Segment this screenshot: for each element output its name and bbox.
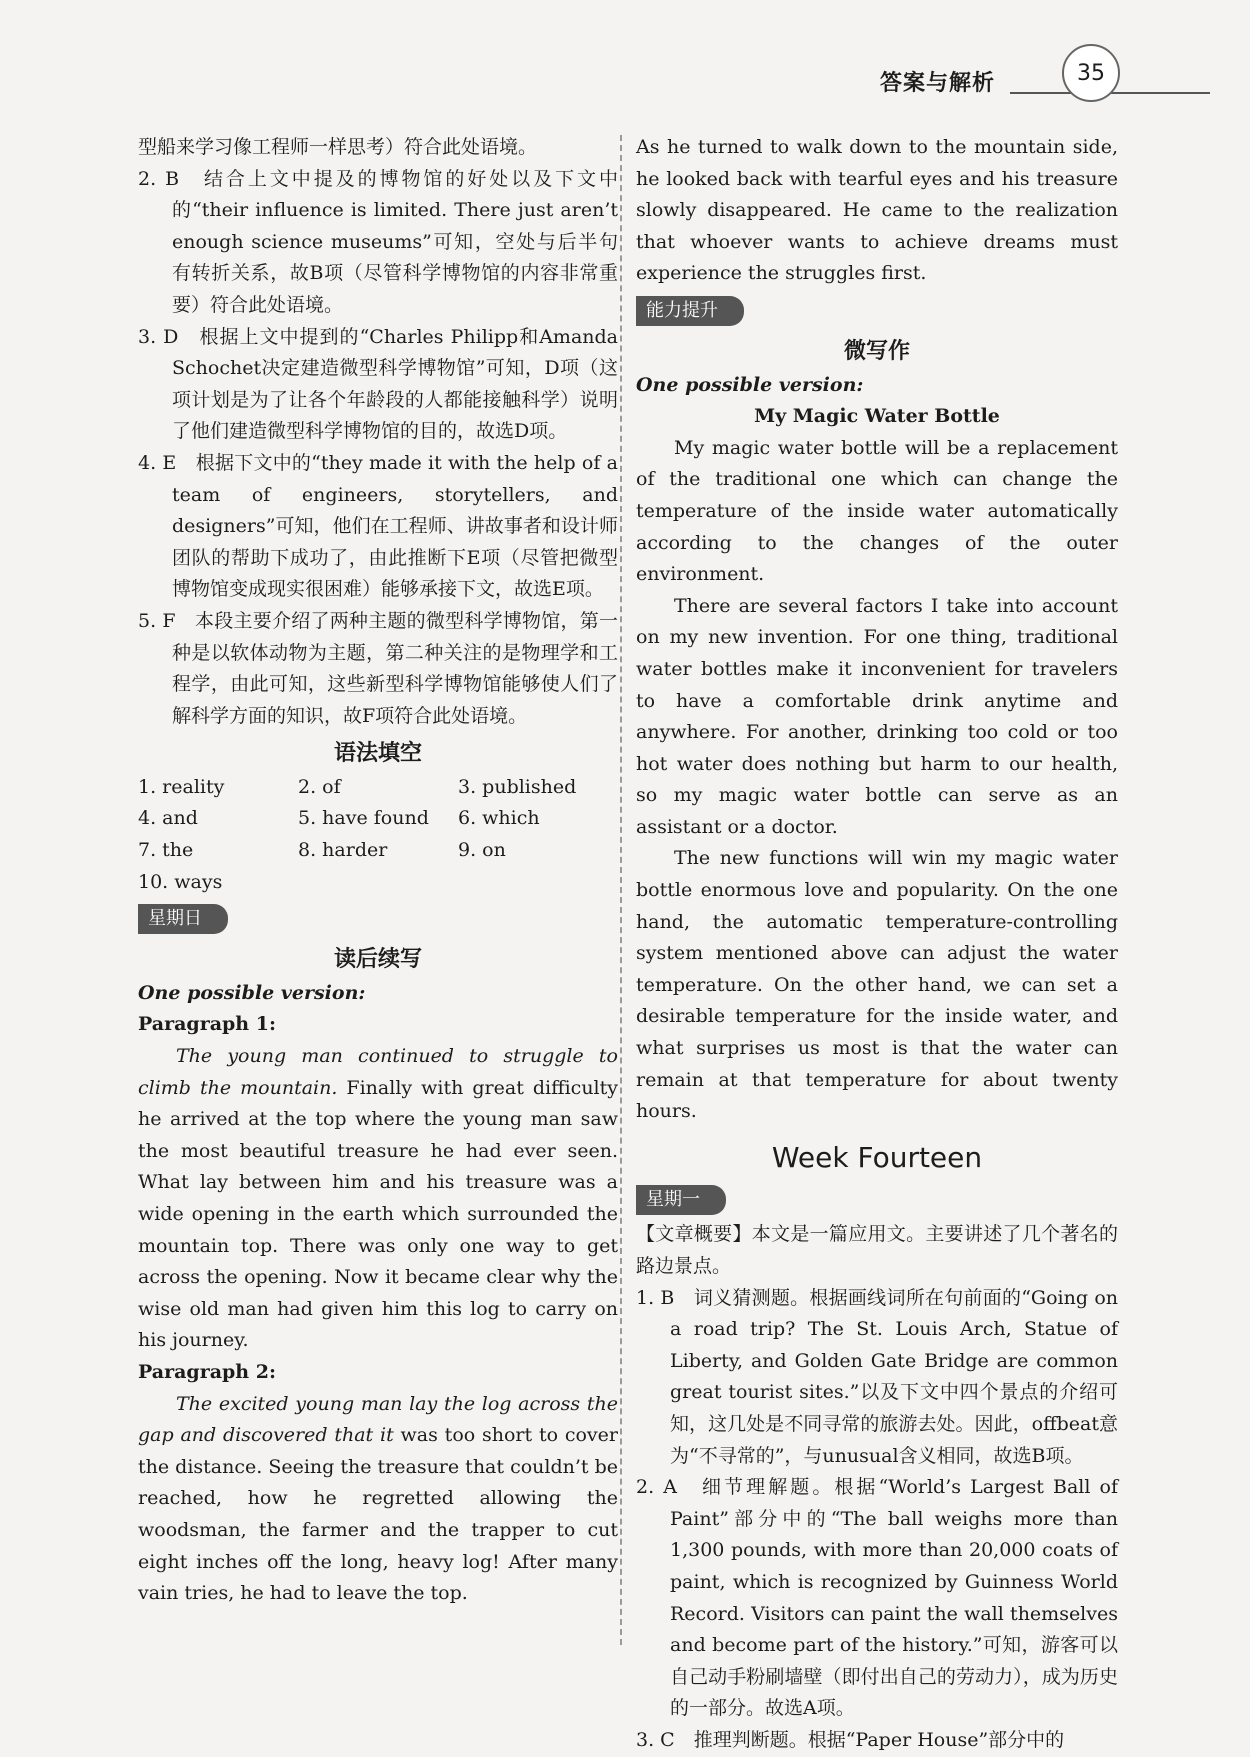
page-number: 35 bbox=[1062, 44, 1120, 102]
right-column bbox=[636, 132, 1118, 1757]
story-continuation: As he turned to walk down to the mountain side, he looked back with tearful eyes and his treasure slowly disappeared. He came to the realization that whoever wants to achieve dreams must experience the struggles first. bbox=[636, 136, 1118, 285]
monday-tag: 星期一 bbox=[636, 1185, 726, 1215]
header-title: 答案与解析 bbox=[880, 71, 996, 96]
answer-item: 5. F 本段主要介绍了两种主题的微型科学博物馆，第一种是以软体动物为主题，第二种关注的是物理学和工程学，由此可知，这些新型科学博物馆能够使人们了解科学方面的知识，故F项符合此处语境。 bbox=[138, 609, 618, 727]
continuation-title: 读后续写 bbox=[333, 947, 422, 973]
grammar-answer: 4. and bbox=[138, 807, 198, 830]
answer-item: 3. D 根据上文中提到的“Charles Philipp和Amanda Schochet决定建造微型科学博物馆”可知，D项（这项计划是为了让各个年龄段的人都能接触科学）说明了他们建造微型科学博物馆的目的，故选D项。 bbox=[138, 325, 618, 443]
paragraph-2-label: Paragraph 2: bbox=[138, 1360, 276, 1383]
version-label: One possible version: bbox=[138, 981, 366, 1004]
grammar-answer: 6. which bbox=[458, 807, 540, 830]
intro-line: 型船来学习像工程师一样思考）符合此处语境。 bbox=[138, 136, 538, 158]
paragraph-1 bbox=[138, 1041, 618, 1357]
grammar-answers bbox=[138, 772, 618, 898]
paragraph-2-opening: The excited young man lay the log across the gap and discovered that it bbox=[138, 1392, 618, 1447]
grammar-answer: 8. harder bbox=[298, 839, 388, 862]
paragraph-1-text: Finally with great difficulty he arrived at the top where the young man saw the most beautiful treasure he had ever seen. What lay between him and his treasure was a wide opening in the earth which surrounded the mountain top. There was only one way to get across the opening. Now it became clear why the wise old man had given him this log to carry on his journey. bbox=[138, 1076, 618, 1352]
answer-item: 3. C 推理判断题。根据“Paper House”部分中的 bbox=[636, 1728, 1065, 1751]
answer-item: 2. B 结合上文中提及的博物馆的好处以及下文中的“their influence is limited. There just aren’t enough science museums”可知，空处与后半句有转折关系，故B项（尽管科学博物馆的内容非常重要）符合此处语境。 bbox=[138, 167, 618, 316]
grammar-title: 语法填空 bbox=[333, 741, 422, 767]
grammar-answer: 3. published bbox=[458, 775, 577, 798]
answer-item: 1. B 词义猜测题。根据画线词所在句前面的“Going on a road trip? The St. Louis Arch, Statue of Liberty, and Golden Gate Bridge are common great tourist sites.”以及下文中四个景点的介绍可知，这几处是不同寻常的旅游去处。因此，offbeat意为“不寻常的”，与unusual含义相同，故选B项。 bbox=[636, 1286, 1118, 1467]
week-title: Week Fourteen bbox=[771, 1140, 983, 1174]
essay-paragraph: My magic water bottle will be a replacement of the traditional one which can change the temperature of the inside water automatically according to the changes of the outer environment. bbox=[636, 436, 1118, 586]
essay-paragraph: The new functions will win my magic water bottle enormous love and popularity. On the one hand, the automatic temperature-controlling system mentioned above can adjust the water temperature. On the other hand, we can set a desirable temperature for the inside water, and what surprises us most is that the water can remain at that temperature for about twenty hours. bbox=[636, 847, 1118, 1123]
paragraph-1-label: Paragraph 1: bbox=[138, 1013, 276, 1036]
sunday-tag: 星期日 bbox=[138, 904, 228, 934]
ability-tag: 能力提升 bbox=[636, 296, 744, 326]
grammar-answer: 10. ways bbox=[138, 870, 223, 893]
paragraph-1-opening: The young man continued to struggle to climb the mountain. bbox=[138, 1045, 618, 1099]
essay-title: My Magic Water Bottle bbox=[754, 405, 1000, 428]
micro-writing-title: 微写作 bbox=[843, 338, 910, 364]
grammar-answer: 9. on bbox=[458, 839, 506, 862]
grammar-answer: 7. the bbox=[138, 839, 194, 862]
paragraph-2 bbox=[138, 1389, 618, 1610]
article-summary: 【文章概要】本文是一篇应用文。主要讲述了几个著名的路边景点。 bbox=[636, 1223, 1118, 1277]
grammar-answer: 5. have found bbox=[298, 807, 429, 830]
column-divider bbox=[620, 135, 622, 1645]
essay-paragraph: There are several factors I take into account on my new invention. For one thing, traditional water bottles make it inconvenient for travelers to have a comfortable drink anytime and anywhere. For another, drinking too cold or too hot water does nothing but harm to our health, so my magic water bottle can serve as an assistant or a doctor. bbox=[636, 594, 1118, 838]
answer-item: 4. E 根据下文中的“they made it with the help of a team of engineers, storytellers, and designers”可知，他们在工程师、讲故事者和设计师团队的帮助下成功了，由此推断下E项（尽管把微型博物馆变成现实很困难）能够承接下文，故选E项。 bbox=[138, 451, 618, 601]
grammar-answer: 2. of bbox=[298, 775, 341, 798]
grammar-answer: 1. reality bbox=[138, 775, 225, 798]
left-column bbox=[138, 132, 618, 1610]
answer-item: 2. A 细节理解题。根据“World’s Largest Ball of Paint”部分中的“The ball weighs more than 1,300 pounds, with more than 20,000 coats of paint, which is recognized by Guinness World Record. Visitors can paint the wall themselves and become part of the history.”可知，游客可以自己动手粉刷墙壁（即付出自己的劳动力），成为历史的一部分。故选A项。 bbox=[636, 1476, 1118, 1720]
version-label: One possible version: bbox=[636, 373, 864, 396]
paragraph-2-text: was too short to cover the distance. Seeing the treasure that couldn’t be reached, how he regretted allowing the woodsman, the farmer and the trapper to cut eight inches off the long, heavy log! After many vain tries, he had to leave the top. bbox=[138, 1424, 618, 1605]
